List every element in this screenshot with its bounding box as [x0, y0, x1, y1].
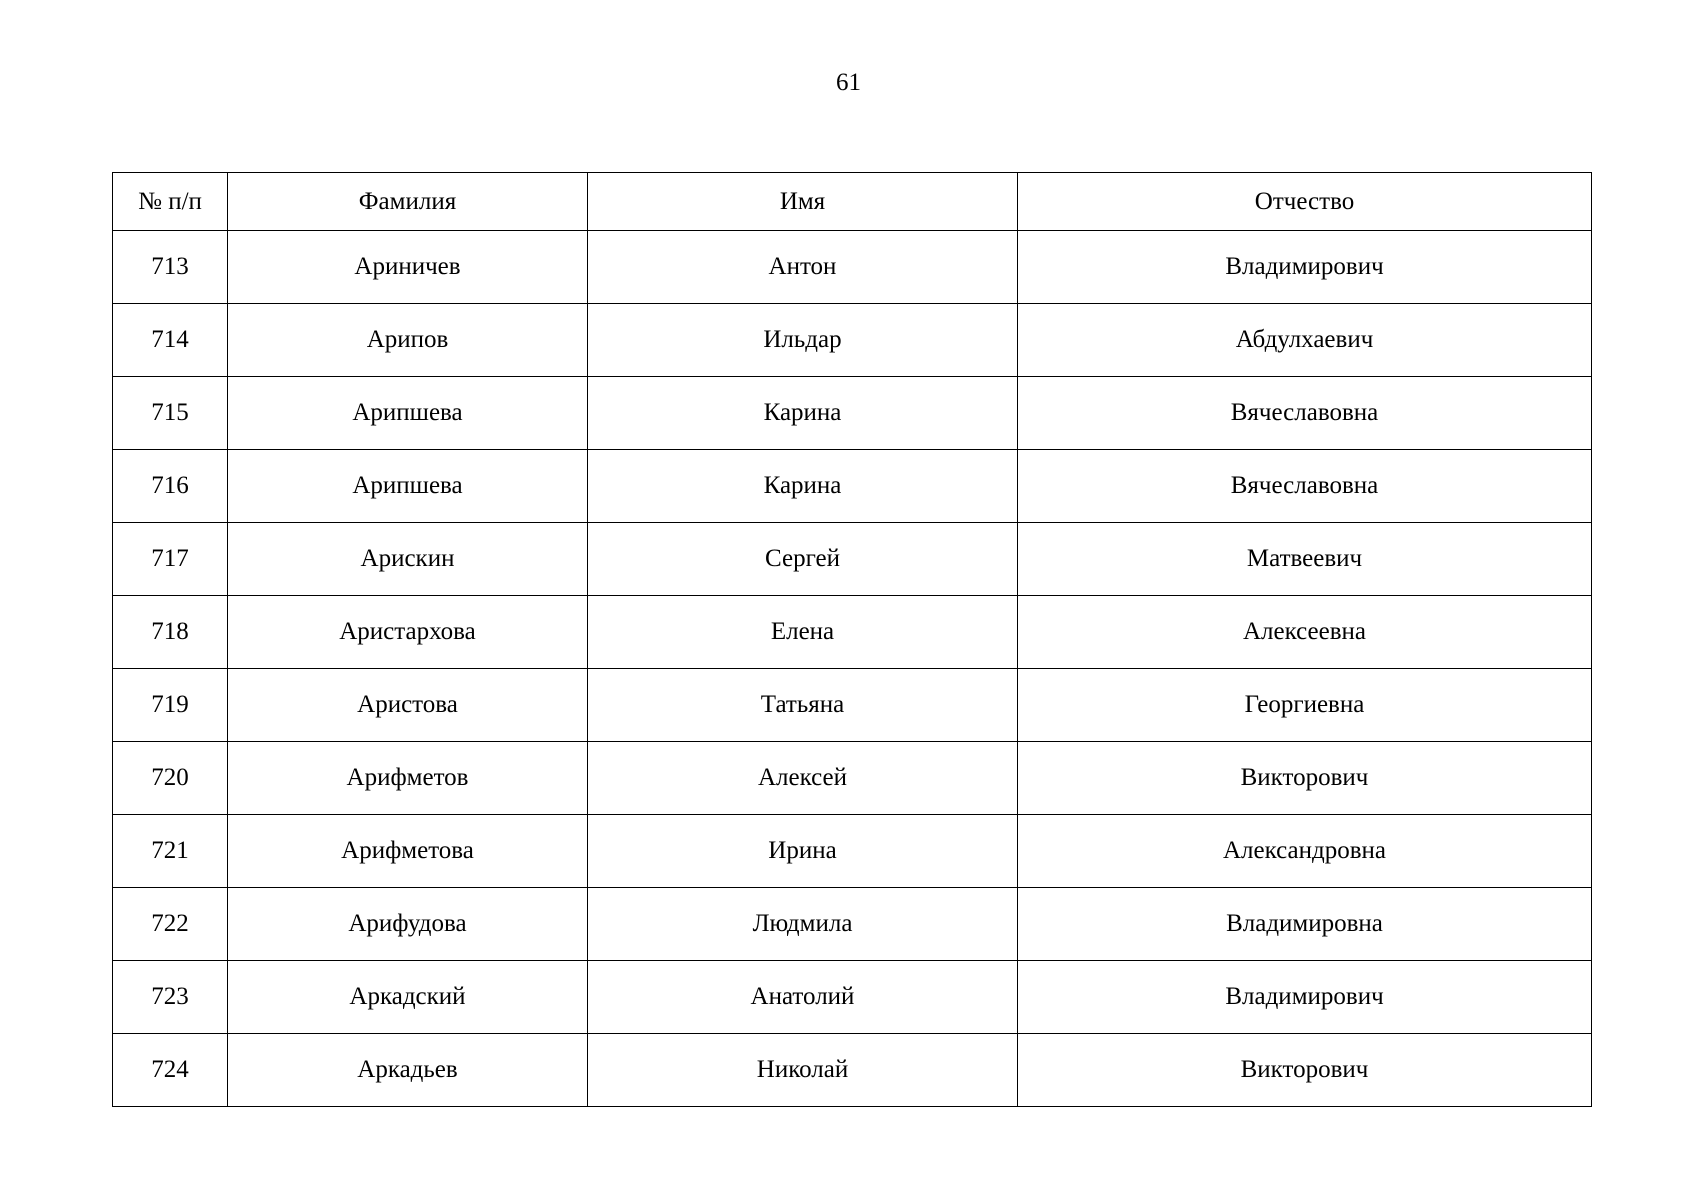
cell-surname: Ариничев [228, 231, 588, 304]
table-row [113, 304, 1592, 377]
cell-surname: Аркадьев [228, 1034, 588, 1107]
cell-first-name: Николай [588, 1034, 1018, 1107]
table-row [113, 815, 1592, 888]
table-row [113, 450, 1592, 523]
header-surname: Фамилия [228, 173, 588, 231]
cell-surname: Арипшева [228, 450, 588, 523]
table-row [113, 1034, 1592, 1107]
cell-patronymic: Вячеславовна [1018, 450, 1592, 523]
cell-patronymic: Георгиевна [1018, 669, 1592, 742]
cell-number: 716 [113, 450, 228, 523]
cell-surname: Арифметова [228, 815, 588, 888]
cell-surname: Арипов [228, 304, 588, 377]
cell-number: 714 [113, 304, 228, 377]
cell-first-name: Антон [588, 231, 1018, 304]
cell-surname: Арифудова [228, 888, 588, 961]
cell-first-name: Сергей [588, 523, 1018, 596]
cell-number: 718 [113, 596, 228, 669]
cell-surname: Арифметов [228, 742, 588, 815]
table-row [113, 231, 1592, 304]
cell-first-name: Ильдар [588, 304, 1018, 377]
cell-first-name: Елена [588, 596, 1018, 669]
cell-patronymic: Владимировна [1018, 888, 1592, 961]
cell-number: 715 [113, 377, 228, 450]
cell-patronymic: Владимирович [1018, 961, 1592, 1034]
cell-number: 719 [113, 669, 228, 742]
header-first-name: Имя [588, 173, 1018, 231]
cell-first-name: Карина [588, 377, 1018, 450]
cell-number: 720 [113, 742, 228, 815]
cell-first-name: Карина [588, 450, 1018, 523]
cell-surname: Аркадский [228, 961, 588, 1034]
cell-first-name: Ирина [588, 815, 1018, 888]
cell-surname: Аристова [228, 669, 588, 742]
cell-first-name: Алексей [588, 742, 1018, 815]
cell-first-name: Татьяна [588, 669, 1018, 742]
cell-patronymic: Вячеславовна [1018, 377, 1592, 450]
cell-first-name: Людмила [588, 888, 1018, 961]
header-patronymic: Отчество [1018, 173, 1592, 231]
cell-patronymic: Викторович [1018, 1034, 1592, 1107]
page-number: 61 [836, 69, 861, 96]
roster-table [112, 172, 1592, 1107]
cell-patronymic: Матвеевич [1018, 523, 1592, 596]
cell-surname: Арипшева [228, 377, 588, 450]
table-row [113, 742, 1592, 815]
cell-number: 722 [113, 888, 228, 961]
table-row [113, 596, 1592, 669]
table-header-row [113, 173, 1592, 231]
cell-patronymic: Александровна [1018, 815, 1592, 888]
table-row [113, 523, 1592, 596]
cell-patronymic: Викторович [1018, 742, 1592, 815]
header-number: № п/п [113, 173, 228, 231]
cell-patronymic: Алексеевна [1018, 596, 1592, 669]
table-row [113, 961, 1592, 1034]
cell-patronymic: Абдулхаевич [1018, 304, 1592, 377]
table-row [113, 669, 1592, 742]
cell-number: 721 [113, 815, 228, 888]
cell-surname: Арискин [228, 523, 588, 596]
cell-number: 717 [113, 523, 228, 596]
cell-number: 713 [113, 231, 228, 304]
cell-number: 724 [113, 1034, 228, 1107]
cell-surname: Аристархова [228, 596, 588, 669]
cell-number: 723 [113, 961, 228, 1034]
cell-patronymic: Владимирович [1018, 231, 1592, 304]
table-row [113, 377, 1592, 450]
table-row [113, 888, 1592, 961]
cell-first-name: Анатолий [588, 961, 1018, 1034]
